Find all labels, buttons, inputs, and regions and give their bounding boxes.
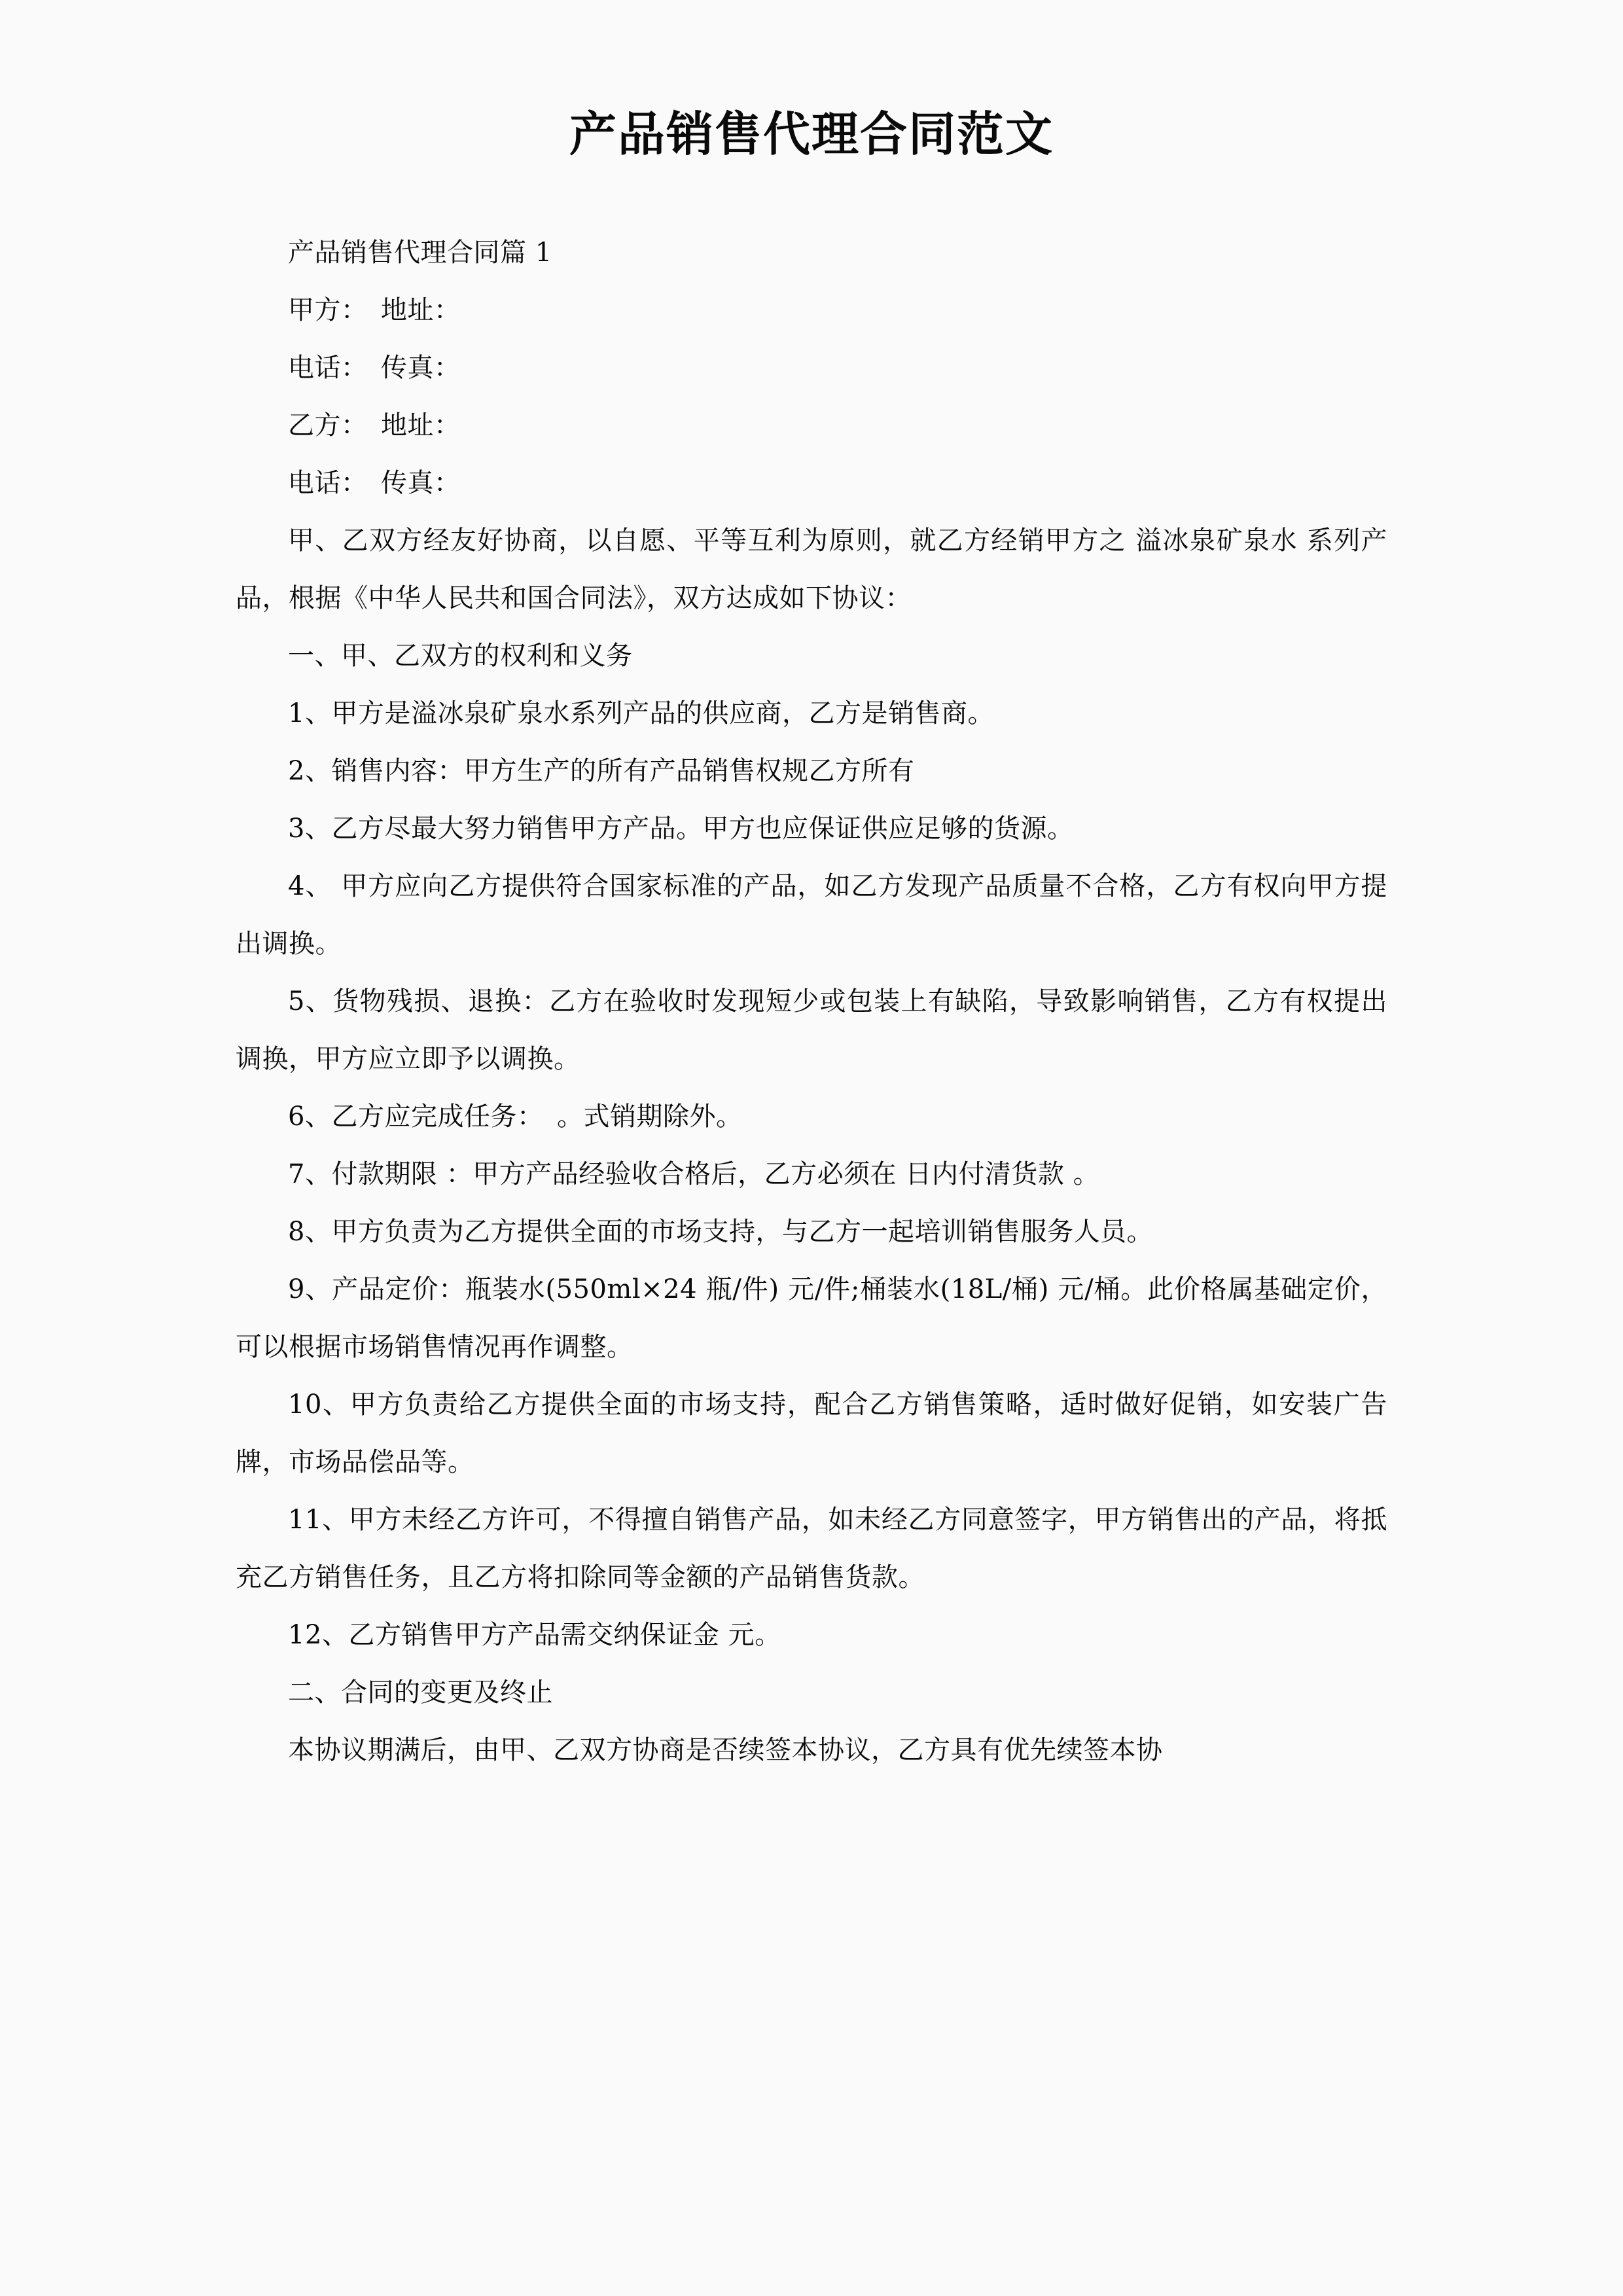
clause-9: 9、产品定价：瓶装水(550ml×24 瓶/件) 元/件;桶装水(18L/桶) 元/桶。此价格属基础定价，可以根据市场销售情况再作调整。 xyxy=(236,1274,1387,1362)
section-2-clause-1: 本协议期满后，由甲、乙双方协商是否续签本协议，乙方具有优先续签本协 xyxy=(288,1735,1163,1765)
document-body xyxy=(236,224,1387,1779)
page-title: 产品销售代理合同范文 xyxy=(569,107,1054,162)
clause-4: 4、 甲方应向乙方提供符合国家标准的产品，如乙方发现产品质量不合格，乙方有权向甲方提出调换。 xyxy=(236,871,1387,959)
clause-1: 1、甲方是溢冰泉矿泉水系列产品的供应商，乙方是销售商。 xyxy=(288,698,994,728)
party-b-row: 乙方： 地址： xyxy=(288,410,461,440)
preamble-paragraph: 甲、乙双方经友好协商，以自愿、平等互利为原则，就乙方经销甲方之 溢冰泉矿泉水 系列产品，根据《中华人民共和国合同法》，双方达成如下协议： xyxy=(236,526,1387,613)
clause-7: 7、付款期限 ：甲方产品经验收合格后，乙方必须在 日内付清货款 。 xyxy=(288,1159,1100,1189)
clause-10: 10、甲方负责给乙方提供全面的市场支持，配合乙方销售策略，适时做好促销，如安装广告牌，市场品偿品等。 xyxy=(236,1390,1387,1477)
party-a-row: 甲方： 地址： xyxy=(288,295,461,325)
clause-6: 6、乙方应完成任务： 。式销期除外。 xyxy=(288,1102,743,1132)
document-subtitle: 产品销售代理合同篇 1 xyxy=(288,238,552,268)
clause-12: 12、乙方销售甲方产品需交纳保证金 元。 xyxy=(288,1620,781,1650)
party-a-contact-row: 电话： 传真： xyxy=(288,353,461,383)
section-heading-1: 一、甲、乙双方的权利和义务 xyxy=(288,641,633,671)
clause-11: 11、甲方未经乙方许可，不得擅自销售产品，如未经乙方同意签字，甲方销售出的产品，将抵充乙方销售任务，且乙方将扣除同等金额的产品销售货款。 xyxy=(236,1505,1387,1592)
clause-8: 8、甲方负责为乙方提供全面的市场支持，与乙方一起培训销售服务人员。 xyxy=(288,1217,1153,1247)
clause-5: 5、货物残损、退换：乙方在验收时发现短少或包装上有缺陷，导致影响销售，乙方有权提出调换，甲方应立即予以调换。 xyxy=(236,986,1387,1074)
section-heading-2: 二、合同的变更及终止 xyxy=(288,1677,553,1708)
clause-2: 2、销售内容：甲方生产的所有产品销售权规乙方所有 xyxy=(288,756,915,786)
party-b-contact-row: 电话： 传真： xyxy=(288,468,461,498)
clause-3: 3、乙方尽最大努力销售甲方产品。甲方也应保证供应足够的货源。 xyxy=(288,814,1074,844)
